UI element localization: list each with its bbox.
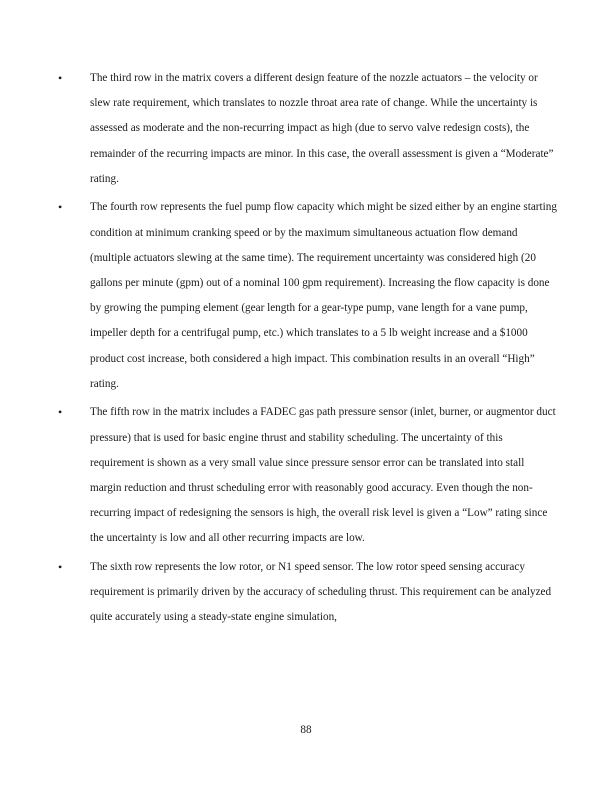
bullet-marker: • — [58, 560, 63, 575]
bullet-fourth-row — [58, 195, 558, 397]
bullet-text: The third row in the matrix covers a different design feature of the nozzle actuators – the velocity or slew rate requirement, which translates to nozzle throat area rate of change. While the uncertainty is assessed as moderate and the non-recurring impact as high (due to servo valve redesign costs), the remainder of the recurring impacts are minor. In this case, the overall assessment is given a “Moderate” rating. — [90, 72, 554, 185]
bullet-fifth-row — [58, 400, 558, 551]
bullet-marker: • — [58, 71, 63, 85]
bullet-marker: • — [58, 405, 63, 420]
bullet-marker: • — [58, 200, 63, 215]
bullet-sixth-row — [58, 555, 558, 631]
bullet-third-row — [58, 66, 558, 192]
bullet-text: The fifth row in the matrix includes a FADEC gas path pressure sensor (inlet, burner, or augmentor duct pressure) that is used for basic engine thrust and stability scheduling. The uncertainty of this requirement is shown as a very small value since pressure sensor error can be translated into stall margin reduction and thrust scheduling error with reasonably good accuracy. Even though the non-recurring impact of redesigning the sensors is high, the overall risk level is given a “Low” rating since the uncertainty is low and all other recurring impacts are low. — [90, 406, 556, 545]
bullet-text: The fourth row represents the fuel pump flow capacity which might be sized either by an engine starting condition at minimum cranking speed or by the maximum simultaneous actuation flow demand (multiple actuators slewing at the same time). The requirement uncertainty was considered high (20 gallons per minute (gpm) out of a nominal 100 gpm requirement). Increasing the flow capacity is done by growing the pumping element (gear length for a gear-type pump, vane length for a vane pump, impeller depth for a centrifugal pump, etc.) which translates to a 5 lb weight increase and a $1000 product cost increase, both considered a high impact. This combination results in an overall “High” rating. — [90, 201, 557, 390]
page-number: 88 — [300, 724, 312, 736]
bullet-list — [58, 66, 558, 634]
bullet-text: The sixth row represents the low rotor, or N1 speed sensor. The low rotor speed sensing accuracy requirement is primarily driven by the accuracy of scheduling thrust. This requirement can be analyzed quite accurately using a steady-state engine simulation, — [90, 561, 552, 624]
